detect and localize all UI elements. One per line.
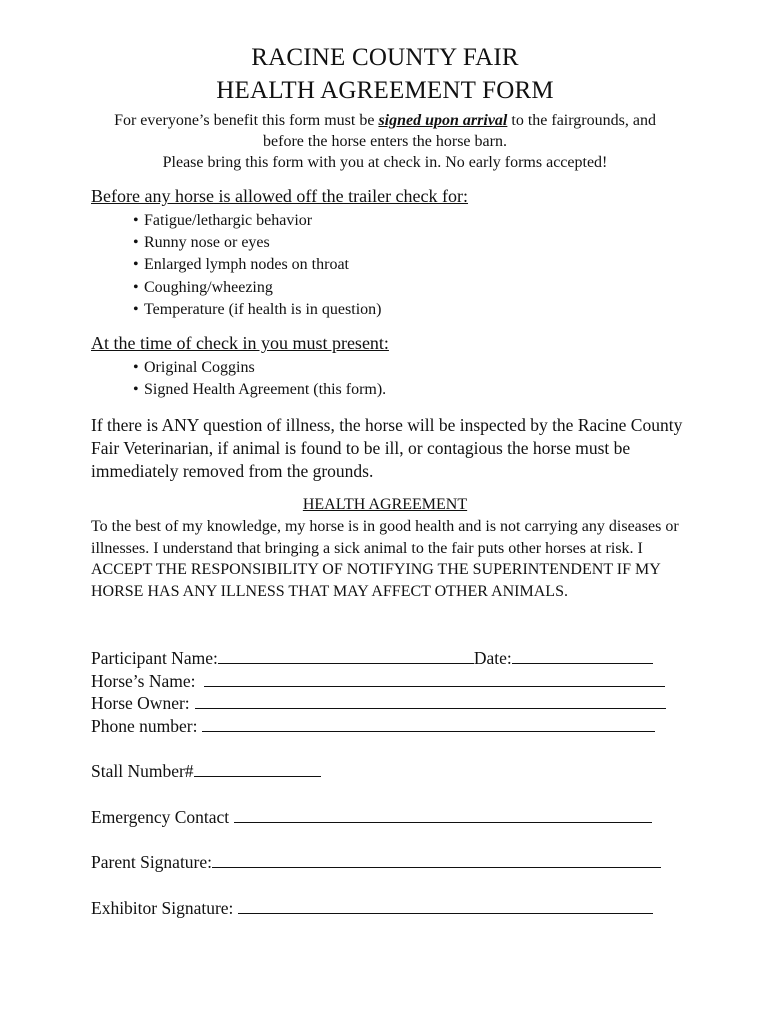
bullet-icon: •	[133, 359, 139, 376]
intro-text	[100, 110, 670, 173]
list-item	[133, 254, 381, 276]
stall-number-label: Stall Number#	[91, 761, 194, 781]
bullet-icon: •	[133, 212, 139, 229]
list-item	[133, 210, 381, 232]
list-item-label: Temperature (if health is in question)	[144, 300, 382, 318]
intro-emphasis: signed upon arrival	[378, 112, 508, 129]
horse-owner-label: Horse Owner:	[91, 693, 190, 713]
intro-part-2: to the fairgrounds, and before the horse enters the horse barn.	[263, 112, 656, 150]
parent-signature-line[interactable]	[212, 851, 661, 868]
bullet-icon: •	[133, 278, 139, 296]
list-item-label: Fatigue/lethargic behavior	[144, 212, 313, 229]
health-agreement-title: HEALTH AGREEMENT	[302, 496, 468, 513]
list-item	[133, 357, 386, 379]
horse-name-line[interactable]	[204, 670, 665, 687]
list-item	[133, 379, 386, 401]
exhibitor-signature-label: Exhibitor Signature:	[91, 898, 234, 918]
list-item-label: Coughing/wheezing	[144, 278, 273, 296]
phone-number-line[interactable]	[202, 715, 655, 732]
emergency-contact-line[interactable]	[234, 806, 652, 823]
list-item	[133, 277, 381, 299]
participant-name-label: Participant Name:	[91, 648, 218, 668]
participant-date-row	[91, 647, 653, 669]
illness-paragraph: If there is ANY question of illness, the horse will be inspected by the Racine County Fair Veterinarian, if animal is found to be ill, or contagious the horse must be immediately removed from the grounds.	[91, 415, 683, 481]
date-label: Date:	[473, 648, 512, 668]
form-title-line-1: RACINE COUNTY FAIR	[251, 44, 519, 71]
bullet-icon: •	[133, 234, 139, 252]
horse-owner-row	[91, 692, 666, 714]
exhibitor-signature-line[interactable]	[238, 897, 653, 914]
intro-line-3: Please bring this form with you at check in. No early forms accepted!	[162, 154, 608, 171]
list-item-label: Runny nose or eyes	[144, 234, 270, 252]
parent-signature-row	[91, 851, 661, 873]
trailer-check-list	[133, 210, 381, 321]
horse-owner-line[interactable]	[195, 692, 666, 709]
list-item-label: Signed Health Agreement (this form).	[144, 381, 387, 399]
list-item	[133, 232, 381, 254]
list-item	[133, 299, 381, 321]
bullet-icon: •	[133, 300, 139, 318]
list-item-label: Original Coggins	[144, 359, 255, 376]
horse-name-row	[91, 670, 665, 692]
participant-name-line[interactable]	[218, 647, 474, 664]
phone-number-label: Phone number:	[91, 716, 198, 736]
form-title-line-2: HEALTH AGREEMENT FORM	[216, 77, 554, 104]
trailer-check-heading: Before any horse is allowed off the trailer check for:	[91, 186, 469, 206]
emergency-contact-row	[91, 806, 652, 828]
emergency-contact-label: Emergency Contact	[91, 807, 230, 827]
check-in-heading: At the time of check in you must present:	[91, 333, 389, 353]
check-in-list	[133, 357, 386, 401]
stall-number-line[interactable]	[194, 760, 321, 777]
horse-name-label: Horse’s Name:	[91, 671, 196, 691]
list-item-label: Enlarged lymph nodes on throat	[144, 256, 349, 274]
bullet-icon: •	[133, 381, 139, 399]
exhibitor-signature-row	[91, 897, 653, 919]
date-line[interactable]	[512, 647, 653, 664]
stall-number-row	[91, 760, 321, 782]
parent-signature-label: Parent Signature:	[91, 852, 213, 872]
bullet-icon: •	[133, 256, 139, 274]
phone-number-row	[91, 715, 655, 737]
health-agreement-body: To the best of my knowledge, my horse is in good health and is not carrying any diseases or illnesses. I understand that bringing a sick animal to the fair puts other horses at risk. I ACCEPT THE RESPONSIBILITY OF NOTIFYING THE SUPERINTENDENT IF MY HORSE HAS ANY ILLNESS THAT MAY AFFECT OTHER ANIMALS.	[91, 518, 679, 600]
intro-part-1: For everyone’s benefit this form must be	[114, 112, 379, 129]
